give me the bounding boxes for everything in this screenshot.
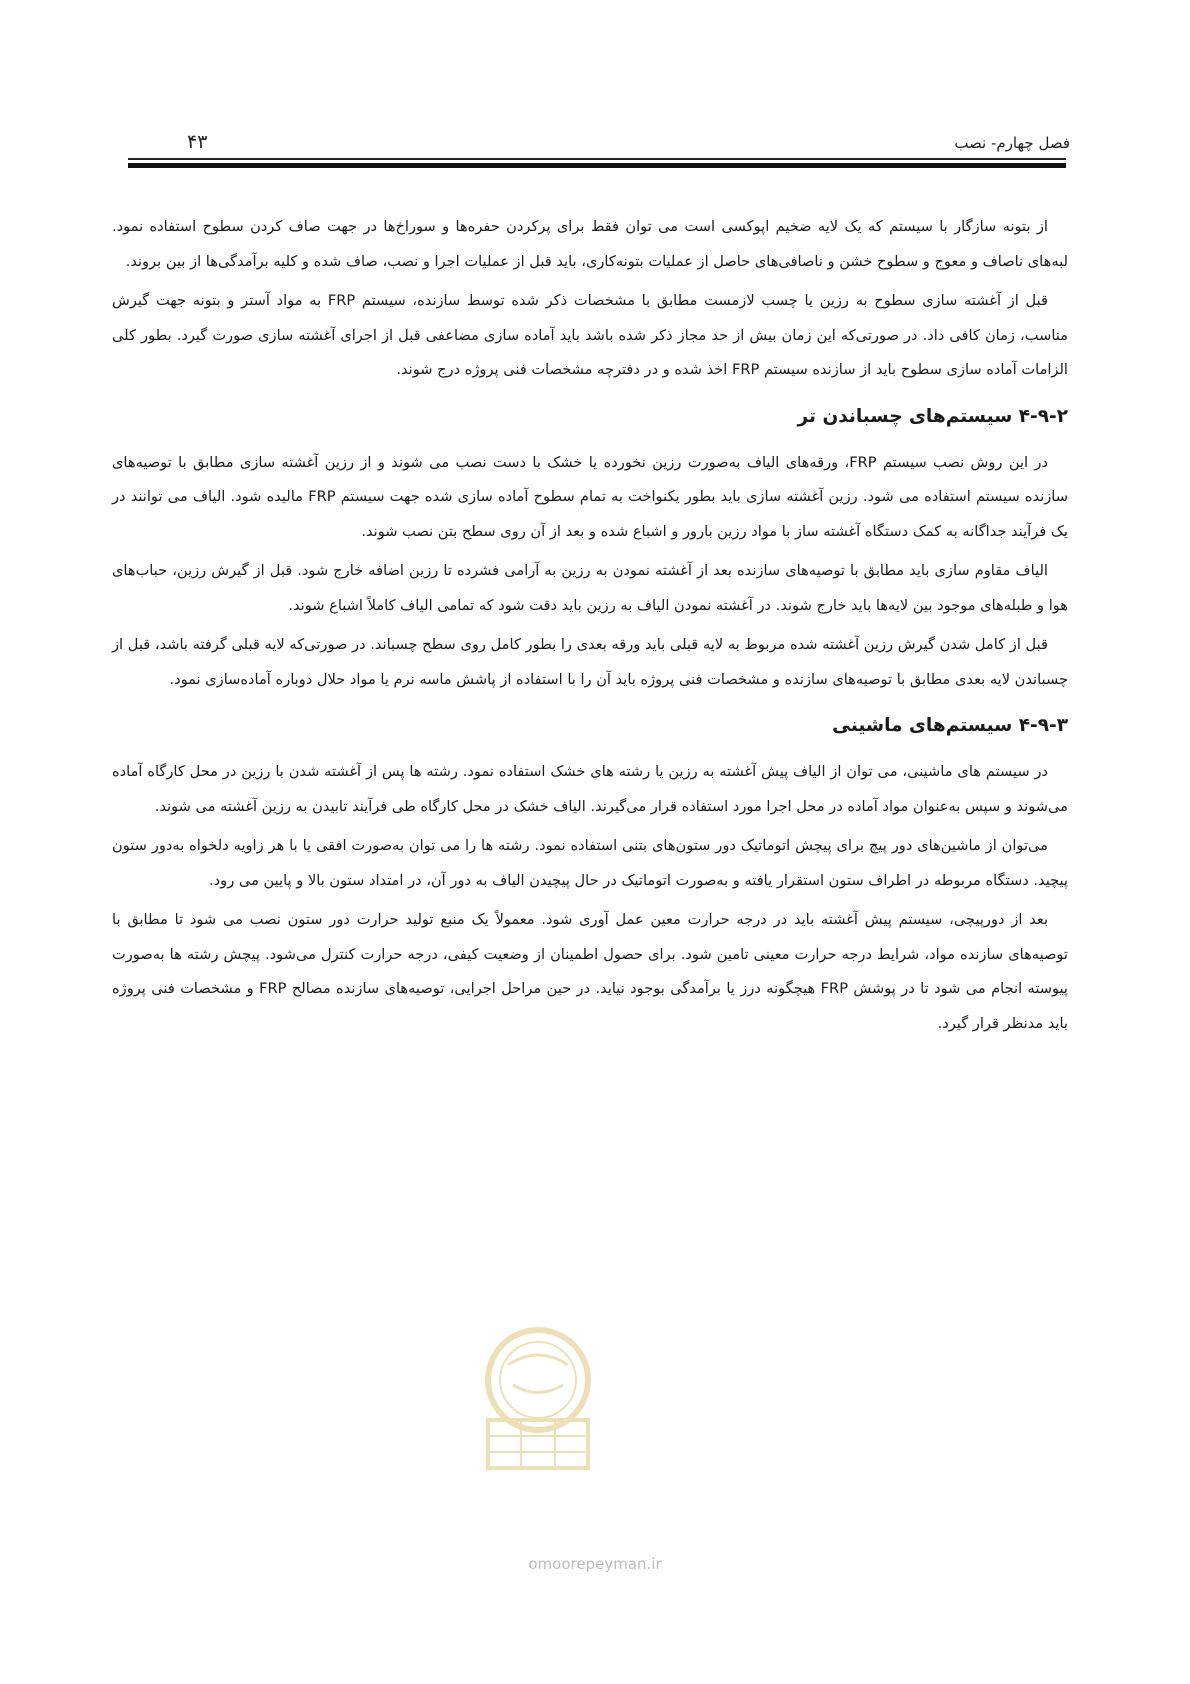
paragraph: می‌توان از ماشین‌های دور پیچ برای پیچش اتوماتیک دور ستون‌های بتنی استفاده نمود. رشته ها را می توان به‌صورت افقی یا با هر زاویه دلخواه به‌دور ستون پیچید. دستگاه مربوطه در اطراف ستون استقرار یافته و به‌صورت اتوماتیک در حال پیچیدن الیاف به دور آن، در امتداد ستون بالا و پایین می رود. (112, 837, 1068, 889)
paragraph: در این روش نصب سیستم FRP، ورقه‌های الیاف به‌صورت رزین نخورده یا خشک با دست نصب می شوند و از رزین آغشته سازی مطابق با توصیه‌های سازنده سیستم استفاده می شود. رزین آغشته سازی باید بطور یکنواخت به تمام سطوح آماده سازی شده جهت سیستم FRP مالیده شود. الیاف می توانند در یک فرآیند جداگانه به کمک دستگاه آغشته ساز با مواد رزین بارور و اشباع شده و بعد از آن روی سطح بتن نصب شوند. (112, 453, 1068, 540)
section-heading: ۴-۹-۲ سیستم‌های چسباندن تر (797, 405, 1068, 427)
header-rule-thin (128, 158, 1066, 160)
page-body (112, 210, 1068, 1046)
paragraph: الیاف مقاوم سازی باید مطابق با توصیه‌های سازنده بعد از آغشته نمودن به رزین به آرامی فشرده تا رزین اضافه خارج شود. قبل از گیرش رزین، حباب‌های هوا و طبله‌های موجود بین لایه‌ها باید خارج شوند. در آغشته نمودن الیاف به رزین باید دقت شود که تمامی الیاف کاملاً اشباع شوند. (112, 562, 1068, 614)
paragraph: قبل از آغشته سازی سطوح به رزین یا چسب لازمست مطابق با مشخصات ذکر شده توسط سازنده، سیستم FRP به مواد آستر و بتونه جهت گیرش مناسب، زمان کافی داد. در صورتی‌که این زمان بیش از حد مجاز ذکر شده باشد باید آماده سازی مضاعفی قبل از اجرای آغشته سازی صورت گیرد. بطور کلی الزامات آماده سازی سطوح باید از سازنده سیستم FRP اخذ شده و در دفترچه مشخصات فنی پروژه درج شوند. (112, 292, 1068, 378)
watermark-url: omoorepeyman.ir (528, 1555, 662, 1573)
paragraph: در سیستم های ماشینی، می توان از الیاف پیش آغشته به رزین یا رشته های خشک استفاده نمود. رشته ها پس از آغشته شدن با رزین در محل کارگاه آماده می‌شوند و سپس به‌عنوان مواد آماده در محل اجرا مورد استفاده قرار می‌گیرند. الیاف خشک در محل کارگاه طی فرآیند تابیدن به رزین آغشته می شوند. (112, 763, 1068, 815)
paragraph: از بتونه سازگار با سیستم که یک لایه ضخیم اپوکسی است می توان فقط برای پرکردن حفره‌ها و سوراخ‌ها در جهت صاف کردن سطوح استفاده نمود. لبه‌های ناصاف و معوج و سطوح خشن و ناصافی‌های حاصل از عملیات بتونه‌کاری، باید قبل از عملیات اجرا و نصب، صاف شده و کلیه برآمدگی‌ها از بین بروند. (112, 218, 1068, 270)
paragraph: بعد از دورپیچی، سیستم پیش آغشته باید در درجه حرارت معین عمل آوری شود. معمولاً یک منبع تولید حرارت دور ستون نصب می شود تا مطابق با توصیه‌های سازنده مواد، شرایط درجه حرارت معینی تامین شود. برای حصول اطمینان از وضعیت کیفی، درجه حرارت کنترل می‌شود. پیچش رشته ها به‌صورت پیوسته انجام می شود تا در پوشش FRP هیچگونه درز یا برآمدگی بوجود نیاید. در حین مراحل اجرایی، توصیه‌های سازنده مصالح FRP و مشخصات فنی پروژه باید مدنظر قرار گیرد. (112, 911, 1068, 1032)
section-heading: ۴-۹-۳ سیستم‌های ماشینی (832, 715, 1068, 736)
chapter-title: فصل چهارم- نصب (954, 134, 1070, 152)
header-rule-thick (128, 163, 1066, 168)
paragraph: قبل از کامل شدن گیرش رزین آغشته شده مربوط به لایه قبلی باید ورقه بعدی را بطور کامل روی سطح چسباند. در صورتی‌که لایه قبلی گرفته باشد، قبل از چسباندن لایه بعدی مطابق با توصیه‌های سازنده و مشخصات فنی پروژه باید آن را با استفاده از پاشش ماسه نرم یا مواد حلال دوباره آماده‌سازی نمود. (112, 636, 1068, 688)
page-number: ۴۳ (187, 131, 208, 153)
watermark-seal-icon (448, 1325, 628, 1475)
